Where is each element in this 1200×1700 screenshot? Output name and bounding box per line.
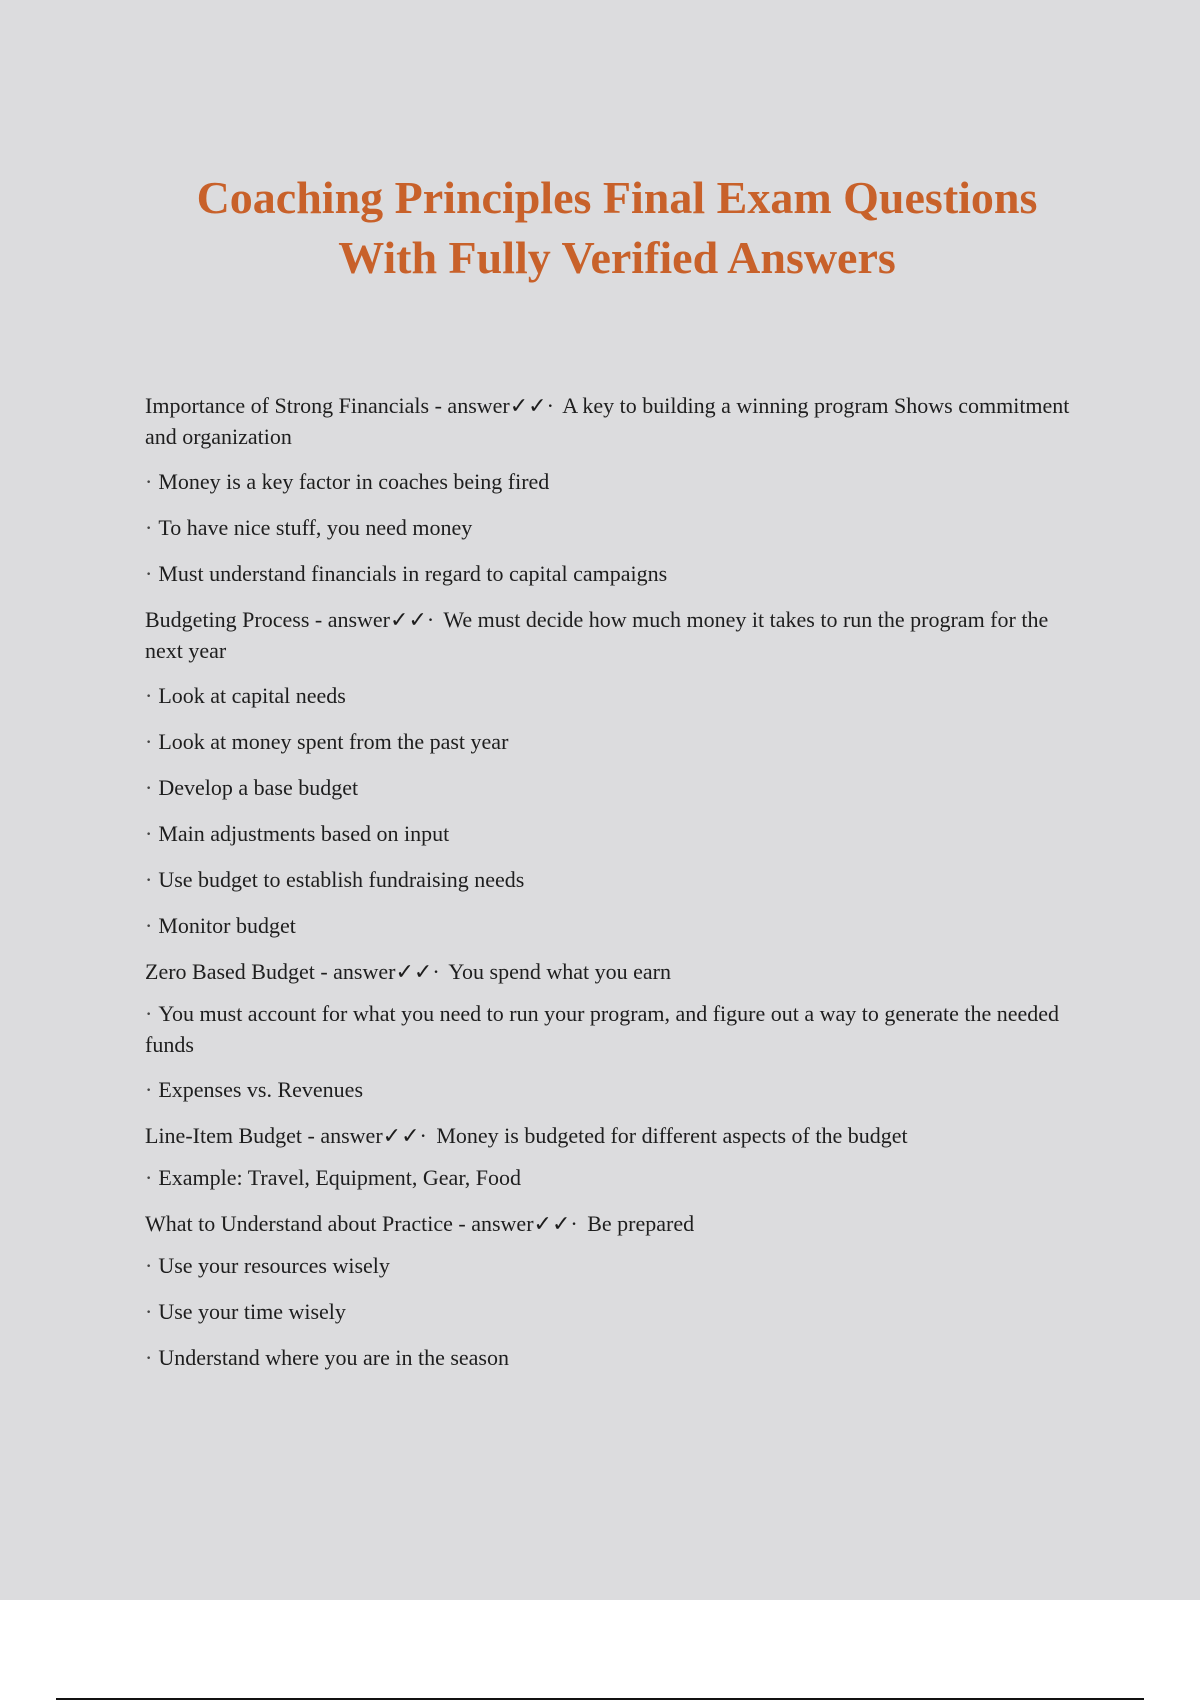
answer-text: We must decide how much money it takes to run the program for the next year [145,607,1049,663]
bullet-marker: · [145,729,153,754]
question-entry [145,1120,1085,1151]
bullet-point [145,466,1085,497]
bullet-point [145,558,1085,589]
question-label: Importance of Strong Financials - answer✓✓· [145,393,554,418]
bullet-marker: · [145,821,153,846]
bullet-marker: · [145,1165,153,1190]
bullet-text: Use your resources wisely [158,1253,390,1278]
bullet-marker: · [145,469,153,494]
bullet-point [145,1296,1085,1327]
bullet-text: Use budget to establish fundraising needs [158,867,525,892]
bullet-text: Must understand financials in regard to capital campaigns [158,561,668,586]
question-entry [145,390,1085,452]
bullet-text: Look at capital needs [158,683,346,708]
title-line-2: With Fully Verified Answers [338,232,896,283]
bullet-text: Understand where you are in the season [158,1345,509,1370]
bullet-point [145,772,1085,803]
bullet-marker: · [145,867,153,892]
bullet-text: To have nice stuff, you need money [158,515,473,540]
answer-text: Be prepared [587,1211,695,1236]
bullet-point [145,998,1085,1060]
bullet-point [145,910,1085,941]
bullet-point [145,680,1085,711]
bullet-point [145,818,1085,849]
bullet-marker: · [145,1253,153,1278]
document-body [145,390,1085,1388]
title-line-1: Coaching Principles Final Exam Questions [196,172,1038,223]
bullet-marker: · [145,561,153,586]
bullet-marker: · [145,683,153,708]
bullet-marker: · [145,515,153,540]
bullet-point [145,726,1085,757]
bullet-text: You must account for what you need to run your program, and figure out a way to generate the needed funds [145,1001,1060,1057]
question-entry [145,956,1085,987]
bullet-text: Develop a base budget [158,775,359,800]
bullet-point [145,512,1085,543]
bullet-text: Expenses vs. Revenues [158,1077,364,1102]
bullet-marker: · [145,775,153,800]
document-title [100,168,1134,288]
bullet-marker: · [145,913,153,938]
bullet-point [145,1342,1085,1373]
question-label: Zero Based Budget - answer✓✓· [145,959,440,984]
answer-text: Money is budgeted for different aspects of the budget [436,1123,908,1148]
question-label: Budgeting Process - answer✓✓· [145,607,435,632]
bullet-marker: · [145,1345,153,1370]
question-label: What to Understand about Practice - answer✓✓· [145,1211,578,1236]
bullet-point [145,864,1085,895]
bullet-point [145,1074,1085,1105]
bullet-text: Main adjustments based on input [158,821,450,846]
question-entry [145,1208,1085,1239]
bullet-point [145,1162,1085,1193]
bullet-text: Money is a key factor in coaches being fired [158,469,550,494]
bullet-text: Look at money spent from the past year [158,729,509,754]
bullet-point [145,1250,1085,1281]
bullet-text: Example: Travel, Equipment, Gear, Food [158,1165,522,1190]
bullet-text: Use your time wisely [158,1299,346,1324]
answer-text: You spend what you earn [448,959,671,984]
bullet-marker: · [145,1001,153,1026]
question-label: Line-Item Budget - answer✓✓· [145,1123,427,1148]
bullet-marker: · [145,1299,153,1324]
bullet-text: Monitor budget [158,913,296,938]
answer-text: A key to building a winning program Shows commitment and organization [145,393,1070,449]
question-entry [145,604,1085,666]
bullet-marker: · [145,1077,153,1102]
